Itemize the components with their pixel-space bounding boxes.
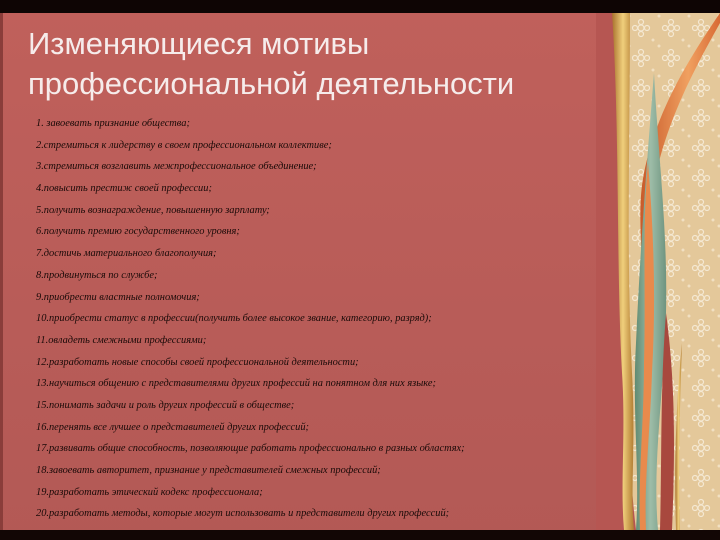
list-item: 2.стремиться к лидерству в своем профессиональном коллективе; bbox=[36, 139, 332, 151]
list-item: 6.получить премию государственного уровня; bbox=[36, 226, 240, 238]
list-item: 13.научиться общению с представителями других профессий на понятном для них языке; bbox=[36, 378, 436, 390]
list-item: 1. завоевать признание общества; bbox=[36, 118, 190, 129]
list-item: 18.завоевать авторитет, признание у представителей смежных профессий; bbox=[36, 465, 381, 476]
list-item: 5.получить вознаграждение, повышенную зарплату; bbox=[36, 204, 270, 216]
motives-list bbox=[36, 113, 465, 525]
title-line-1: Изменяющиеся мотивы bbox=[28, 26, 370, 61]
list-item: 19.разработать этический кодекс профессионала; bbox=[36, 486, 263, 498]
list-item: 20.разработать методы, которые могут использовать и представители других профессий; bbox=[36, 508, 450, 520]
list-item: 12.разработать новые способы своей профессиональной деятельности; bbox=[36, 356, 359, 368]
list-item: 4.повысить престиж своей профессии; bbox=[36, 183, 212, 195]
slide-title bbox=[28, 24, 598, 104]
top-border bbox=[0, 0, 720, 13]
list-item: 9.приобрести властные полномочия; bbox=[36, 291, 200, 303]
decorative-ribbon-pattern bbox=[596, 13, 720, 530]
list-item: 15.понимать задачи и роль других профессий в обществе; bbox=[36, 399, 295, 411]
list-item: 11.овладеть смежными профессиями; bbox=[36, 334, 207, 346]
list-item: 16.перенять все лучшее о представителей других профессий; bbox=[36, 421, 309, 433]
list-item: 8.продвинуться по службе; bbox=[36, 269, 158, 281]
list-item: 17.развивать общие способность, позволяющие работать профессионально в разных областях; bbox=[36, 443, 465, 455]
list-item: 7.достичь материального благополучия; bbox=[36, 248, 217, 260]
list-item: 3.стремиться возглавить межпрофессиональное объединение; bbox=[36, 161, 317, 173]
list-item: 10.приобрести статус в профессии(получить более высокое звание, категорию, разряд); bbox=[36, 313, 432, 325]
left-border bbox=[0, 13, 3, 530]
bottom-border bbox=[0, 530, 720, 540]
title-line-2: профессиональной деятельности bbox=[28, 66, 515, 101]
